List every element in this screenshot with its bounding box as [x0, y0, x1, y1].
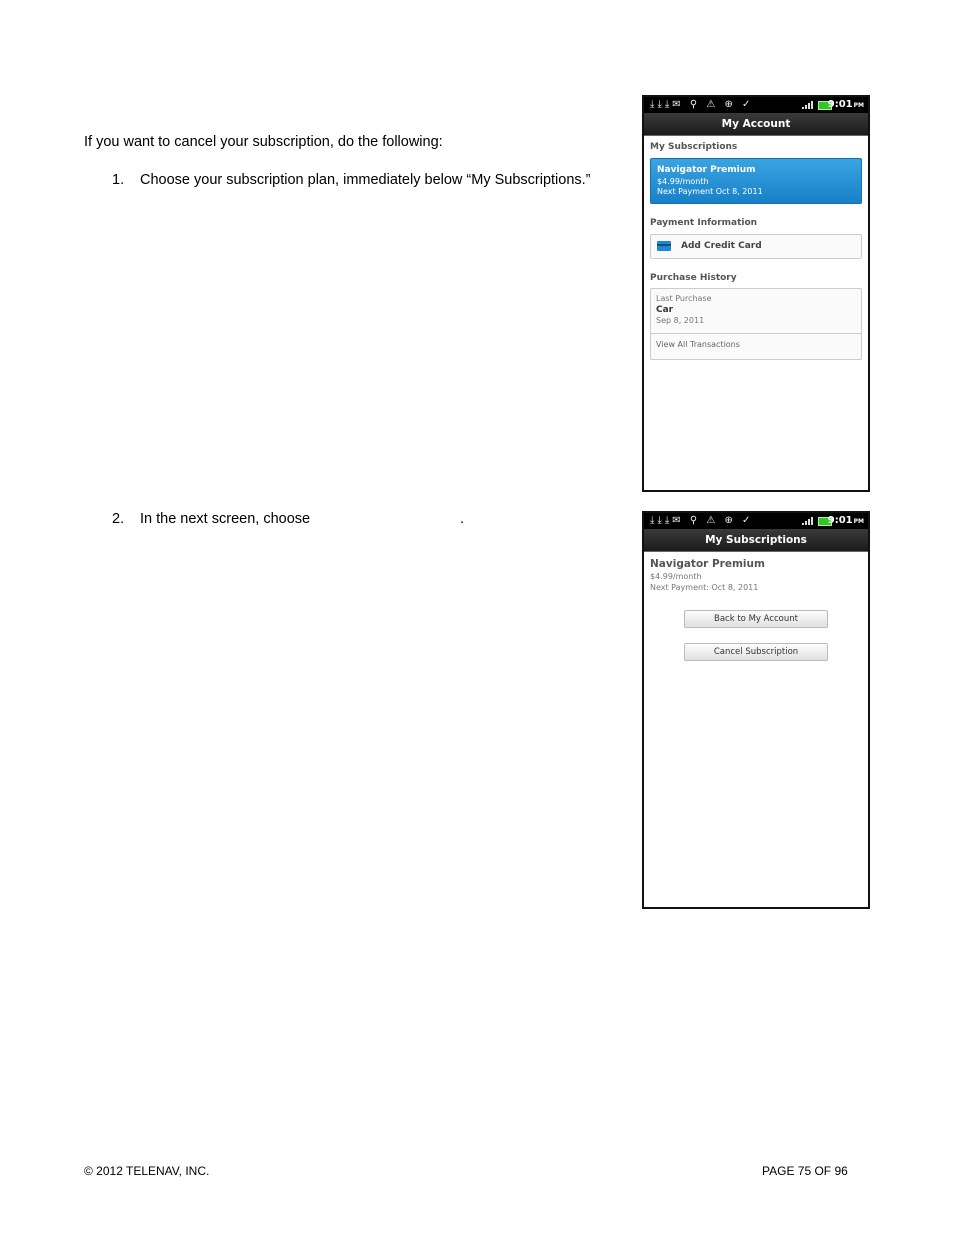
- plan-name: Navigator Premium: [657, 165, 756, 175]
- step-2-text: In the next screen, choose: [140, 511, 311, 527]
- back-to-my-account-button[interactable]: Back to My Account: [684, 610, 828, 628]
- signal-icon: [802, 517, 816, 525]
- screen-title: My Account: [644, 113, 868, 136]
- payment-label: Payment Information: [650, 218, 758, 228]
- notification-icons: ⤓⤓⤓✉ ⚲ ⚠ ⊕ ✓: [650, 99, 754, 110]
- last-purchase-item: Car: [656, 305, 674, 315]
- intro-text: If you want to cancel your subscription, do the following:: [84, 134, 443, 150]
- subscription-content: [644, 552, 868, 904]
- step-2-number: 2.: [112, 511, 125, 527]
- subscription-plan-item[interactable]: [650, 158, 862, 204]
- cancel-subscription-button[interactable]: Cancel Subscription: [684, 643, 828, 661]
- signal-icon: [802, 101, 816, 109]
- add-credit-card-label: Add Credit Card: [681, 241, 762, 251]
- step-2-tail: .: [460, 511, 465, 527]
- purchase-history-box: [650, 288, 862, 360]
- subscriptions-label: My Subscriptions: [650, 142, 738, 152]
- plan-name: Navigator Premium: [650, 558, 765, 570]
- plan-price: $4.99/month: [650, 572, 702, 581]
- add-credit-card-button[interactable]: [650, 234, 862, 259]
- status-time: 9:01PM: [827, 99, 864, 110]
- plan-price: $4.99/month: [657, 177, 709, 186]
- my-subscriptions-screenshot: [642, 511, 870, 909]
- status-time: 9:01PM: [827, 515, 864, 526]
- account-content: [644, 136, 868, 488]
- last-purchase-label: Last Purchase: [656, 294, 712, 303]
- notification-icons: ⤓⤓⤓✉ ⚲ ⚠ ⊕ ✓: [650, 515, 754, 526]
- last-purchase-date: Sep 8, 2011: [656, 316, 705, 325]
- footer-page-number: PAGE 75 OF 96: [762, 1164, 848, 1178]
- footer-copyright: © 2012 TELENAV, INC.: [84, 1164, 210, 1178]
- my-account-screenshot: [642, 95, 870, 492]
- purchase-history-label: Purchase History: [650, 273, 737, 283]
- status-bar: [644, 513, 868, 529]
- step-1-number: 1.: [112, 172, 125, 188]
- credit-card-icon: [657, 241, 671, 251]
- step-1-text: Choose your subscription plan, immediately below “My Subscriptions.”: [140, 172, 591, 188]
- view-all-transactions[interactable]: View All Transactions: [656, 340, 740, 349]
- plan-next-payment: Next Payment: Oct 8, 2011: [650, 583, 759, 592]
- divider: [651, 333, 861, 334]
- plan-next-payment: Next Payment Oct 8, 2011: [657, 187, 763, 196]
- status-bar: [644, 97, 868, 113]
- screen-title: My Subscriptions: [644, 529, 868, 552]
